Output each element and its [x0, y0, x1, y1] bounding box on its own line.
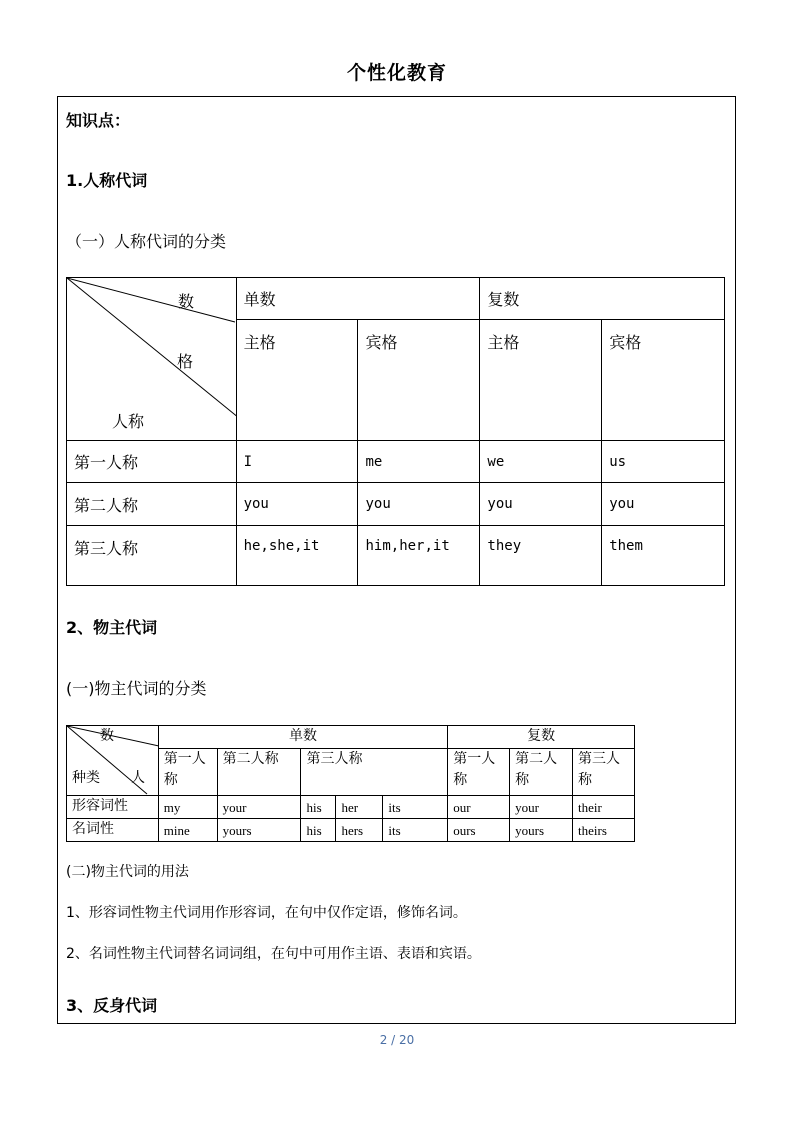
cell: yours — [510, 819, 573, 842]
table-row — [67, 483, 725, 526]
cell-sg-nom: he,she,it — [236, 526, 358, 586]
diagonal-lines — [67, 278, 237, 441]
cell-sg-nom: I — [236, 441, 358, 483]
cell: its — [383, 819, 448, 842]
knowledge-label: 知识点： — [66, 111, 131, 130]
cell-pl-obj: us — [602, 441, 725, 483]
header-sg-nominative: 主格 — [236, 320, 358, 441]
cell-sg-nom: you — [236, 483, 358, 526]
cell: our — [448, 796, 510, 819]
table1-corner-cell — [67, 278, 237, 441]
personal-pronoun-table — [66, 277, 725, 586]
header-singular: 单数 — [158, 726, 447, 749]
table-row — [67, 819, 635, 842]
cell-pl-nom: you — [480, 483, 602, 526]
page-title: 个性化教育 — [346, 62, 447, 84]
row-person: 第一人称 — [67, 441, 237, 483]
header-pl-objective: 宾格 — [602, 320, 725, 441]
header-sg-first: 第一人称 — [158, 749, 217, 796]
section-2-usage-heading: (二)物主代词的用法 — [66, 864, 189, 880]
cell: her — [336, 796, 383, 819]
header-singular: 单数 — [236, 278, 480, 320]
cell-pl-nom: they — [480, 526, 602, 586]
corner-label-number: 数 — [100, 728, 114, 744]
corner-label-person: 人 — [131, 770, 145, 786]
row-kind: 形容词性 — [67, 796, 159, 819]
section-1-subheading: （一）人称代词的分类 — [66, 232, 227, 251]
corner-label-person: 人称 — [112, 412, 145, 431]
header-pl-nominative: 主格 — [480, 320, 602, 441]
header-plural: 复数 — [448, 726, 635, 749]
cell-pl-nom: we — [480, 441, 602, 483]
section-2-heading: 2、物主代词 — [66, 618, 158, 637]
header-sg-second: 第二人称 — [217, 749, 301, 796]
table2-corner-cell — [67, 726, 159, 796]
section-1-heading: 1.人称代词 — [66, 171, 148, 190]
cell: its — [383, 796, 448, 819]
corner-label-number: 数 — [178, 292, 195, 311]
section-2-subheading: (一)物主代词的分类 — [66, 679, 207, 698]
header-pl-first: 第一人称 — [448, 749, 510, 796]
header-sg-third: 第三人称 — [301, 749, 448, 796]
section-3-heading: 3、反身代词 — [66, 996, 158, 1015]
cell: hers — [336, 819, 383, 842]
cell: yours — [217, 819, 301, 842]
header-sg-objective: 宾格 — [358, 320, 480, 441]
cell-pl-obj: them — [602, 526, 725, 586]
possessive-pronoun-table — [66, 725, 635, 842]
cell: their — [573, 796, 635, 819]
table-row — [67, 526, 725, 586]
row-kind: 名词性 — [67, 819, 159, 842]
cell-sg-obj: me — [358, 441, 480, 483]
row-person: 第二人称 — [67, 483, 237, 526]
cell: his — [301, 796, 336, 819]
cell: his — [301, 819, 336, 842]
table-row — [67, 796, 635, 819]
cell-sg-obj: him,her,it — [358, 526, 480, 586]
cell: theirs — [573, 819, 635, 842]
cell: my — [158, 796, 217, 819]
header-pl-second: 第二人称 — [510, 749, 573, 796]
usage-point-1: 1、形容词性物主代词用作形容词，在句中仅作定语，修饰名词。 — [66, 905, 467, 921]
cell: your — [510, 796, 573, 819]
cell-sg-obj: you — [358, 483, 480, 526]
row-person: 第三人称 — [67, 526, 237, 586]
cell-pl-obj: you — [602, 483, 725, 526]
usage-point-2: 2、名词性物主代词替名词词组，在句中可用作主语、表语和宾语。 — [66, 946, 481, 962]
corner-label-case: 格 — [177, 352, 194, 371]
corner-label-kind: 种类 — [72, 770, 100, 786]
cell: ours — [448, 819, 510, 842]
cell: your — [217, 796, 301, 819]
page-number: 2 / 20 — [379, 1033, 415, 1047]
table-row — [67, 441, 725, 483]
header-plural: 复数 — [480, 278, 725, 320]
header-pl-third: 第三人称 — [573, 749, 635, 796]
cell: mine — [158, 819, 217, 842]
